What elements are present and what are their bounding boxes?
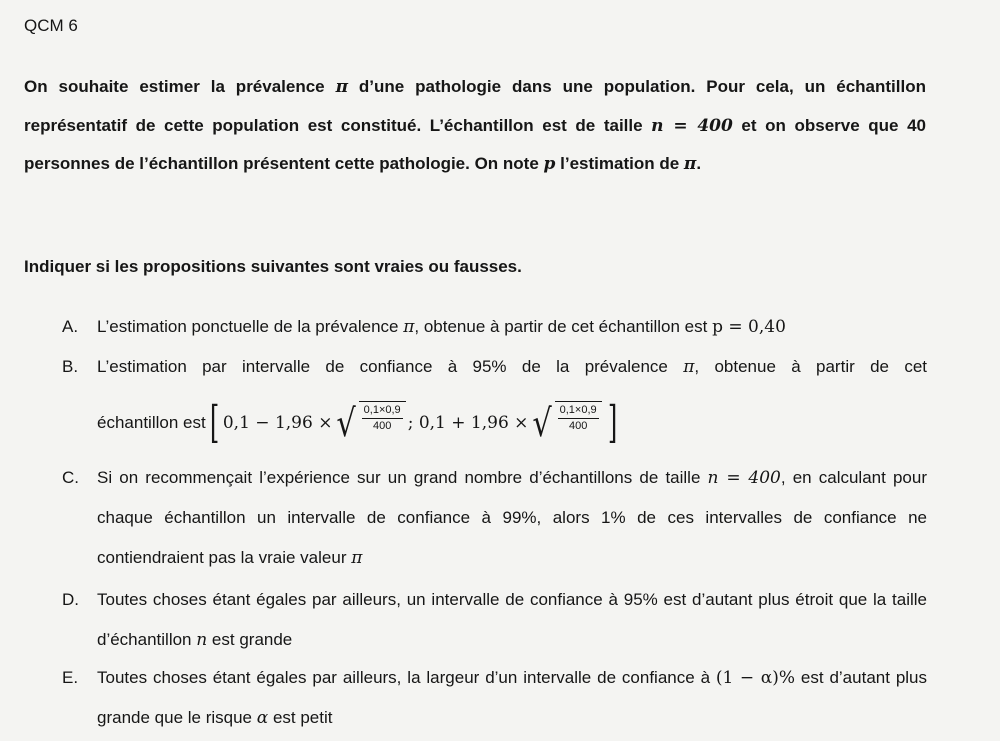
question-stem: [24, 68, 926, 184]
pi-symbol: π: [683, 154, 697, 174]
proposition-d: [97, 580, 927, 660]
sample-size-formula: n = 400: [651, 115, 733, 136]
alpha-symbol: α: [256, 708, 269, 728]
proposition-text: est grande: [207, 630, 293, 649]
stem-text: .: [696, 154, 702, 173]
fraction: [555, 401, 602, 445]
fraction-numerator: 0,1×0,9: [558, 403, 599, 419]
interval-lower-expr: 0,1 − 1,96 ×: [222, 413, 333, 433]
proposition-letter-e: E.: [62, 668, 79, 687]
confidence-level-formula: (1 − α)%: [715, 668, 796, 688]
stem-text: et on observe que 40 personnes de l’échantillon présentent cette pathologie. On note: [24, 115, 927, 173]
proposition-b-interval: [97, 393, 621, 453]
close-bracket: ]: [607, 397, 617, 448]
sqrt-sign: √: [336, 401, 357, 445]
fraction-denominator: 400: [568, 420, 588, 432]
sqrt-lower: [334, 401, 405, 445]
proposition-text: , obtenue à partir de cet échantillon est: [414, 317, 713, 336]
proposition-letter-a: A.: [62, 317, 79, 336]
proposition-text: Si on recommençait l’expérience sur un grand nombre d’échantillons de taille: [97, 468, 708, 487]
proposition-c: [97, 458, 927, 578]
proposition-text: L’estimation ponctuelle de la prévalence: [97, 317, 404, 336]
proposition-text: , en calculant pour chaque échantillon un intervalle de confiance à 99%, alors 1% de ces intervalles de confiance ne contiendraient pas la vraie valeur: [97, 468, 927, 567]
n-symbol: n: [196, 630, 208, 650]
estimate-formula: p = 0,40: [712, 317, 786, 337]
proposition-letter-b: B.: [62, 357, 79, 376]
proposition-text: est d’autant plus grande que le risque: [97, 668, 928, 727]
sqrt-upper: [530, 401, 601, 445]
stem-text: l’estimation de: [555, 154, 684, 173]
pi-symbol: π: [335, 77, 349, 97]
proposition-a: [97, 317, 927, 337]
proposition-text: échantillon est: [97, 413, 206, 432]
proposition-letter-d: D.: [62, 590, 79, 609]
proposition-text: Toutes choses étant égales par ailleurs, la largeur d’un intervalle de confiance à: [97, 668, 716, 687]
proposition-text: Toutes choses étant égales par ailleurs, un intervalle de confiance à 95% est d’autant plus étroit que la taille d’échantillon: [97, 590, 927, 649]
fraction-numerator: 0,1×0,9: [362, 403, 403, 419]
fraction-denominator: 400: [373, 420, 392, 432]
proposition-text: est petit: [268, 708, 333, 727]
fraction: [359, 401, 406, 445]
question-title: QCM 6: [24, 16, 78, 35]
interval-upper-expr: ; 0,1 + 1,96 ×: [407, 413, 529, 433]
sqrt-sign: √: [532, 401, 553, 445]
stem-text: d’une pathologie dans une population. Pour cela, un échantillon représentatif de cette population est constitué. L’échantillon est de taille: [24, 77, 926, 135]
proposition-b-line1: [97, 357, 927, 377]
pi-symbol: π: [351, 548, 363, 568]
pi-symbol: π: [683, 357, 695, 377]
proposition-e: [97, 658, 927, 738]
instruction: Indiquer si les propositions suivantes sont vraies ou fausses.: [24, 257, 522, 276]
open-bracket: [: [209, 397, 219, 448]
proposition-letter-c: C.: [62, 468, 79, 487]
sample-size-formula: n = 400: [707, 468, 781, 488]
proposition-text: , obtenue à partir de cet: [694, 357, 928, 376]
pi-symbol: π: [403, 317, 415, 337]
p-symbol: p: [543, 154, 556, 174]
stem-text: On souhaite estimer la prévalence: [24, 77, 336, 96]
proposition-text: L’estimation par intervalle de confiance à 95% de la prévalence: [97, 357, 684, 376]
